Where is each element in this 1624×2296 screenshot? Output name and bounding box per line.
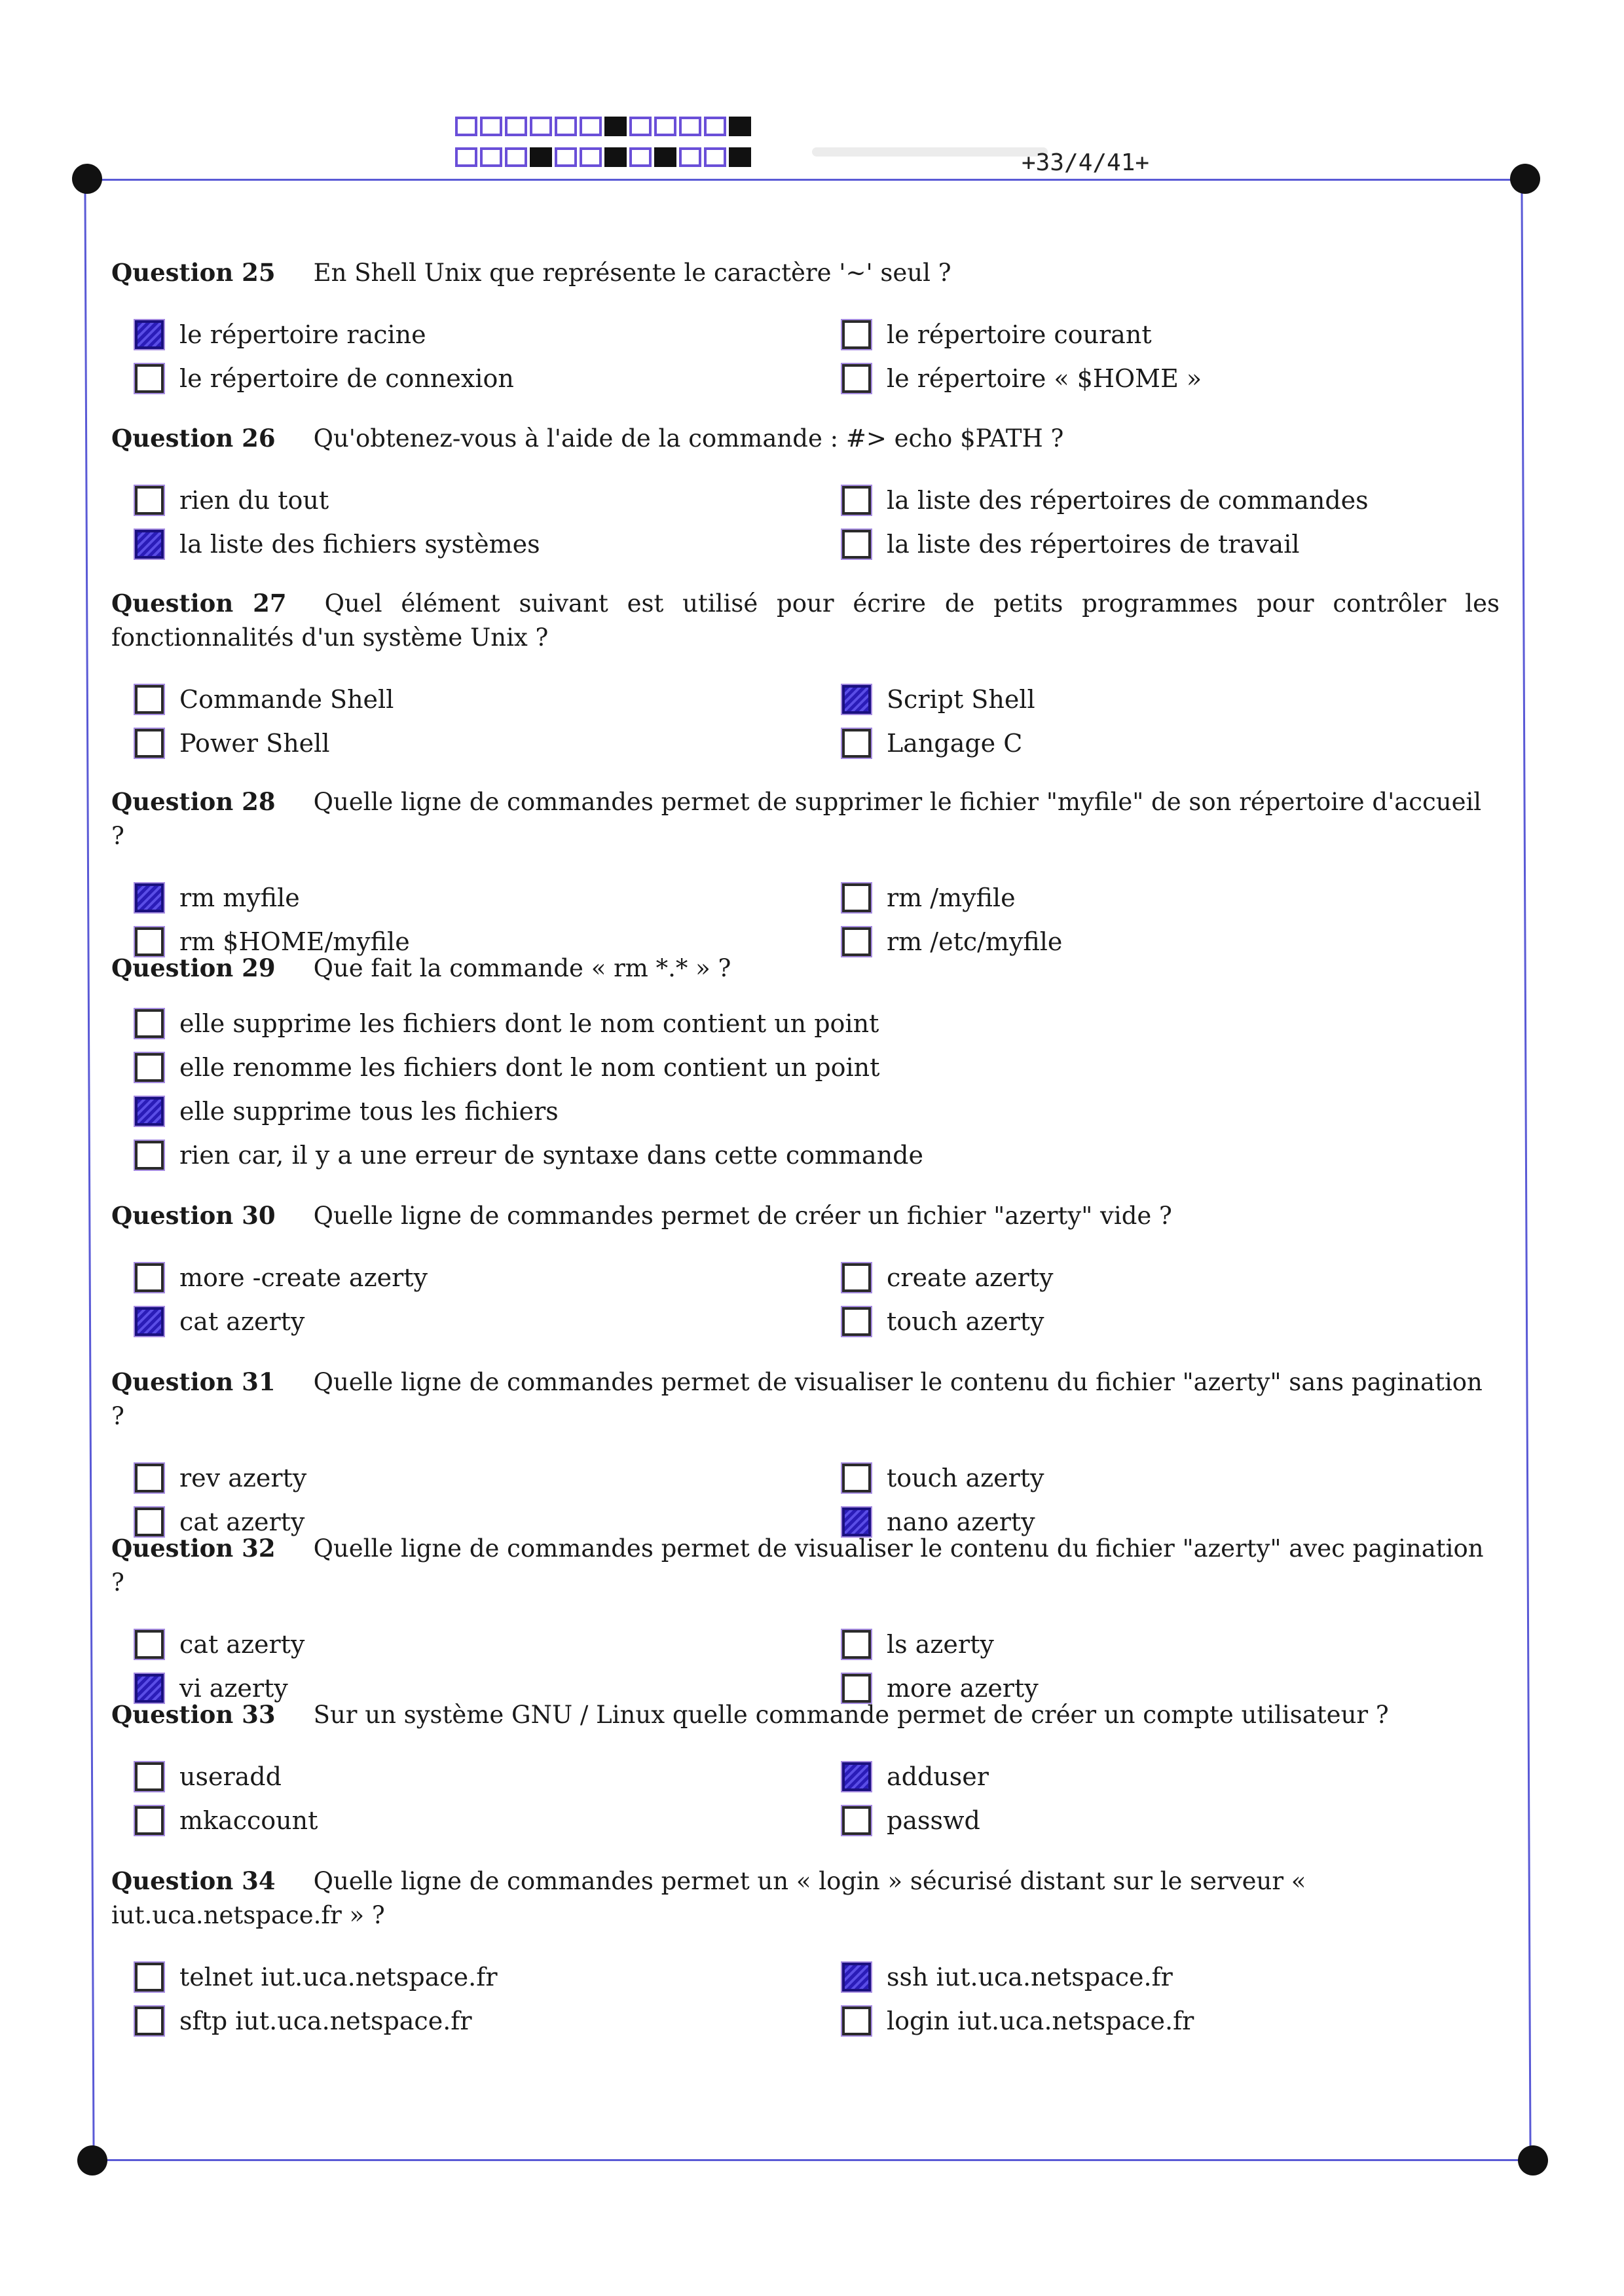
checked-checkbox[interactable]	[135, 320, 164, 349]
question-header	[111, 255, 1500, 290]
choice-label: elle supprime les fichiers dont le nom contient un point	[179, 1009, 879, 1038]
question-block	[111, 586, 1500, 769]
checkbox[interactable]	[135, 1009, 164, 1038]
answer-choice[interactable]	[111, 1005, 879, 1042]
checkbox[interactable]	[842, 883, 871, 912]
corner-marker-top-left	[72, 164, 102, 194]
checked-checkbox[interactable]	[135, 530, 164, 559]
page-id: +33/4/41+	[1022, 149, 1150, 176]
question-text: Quelle ligne de commandes permet de visualiser le contenu du fichier "azerty" sans pagination ?	[111, 1368, 1483, 1430]
checkbox[interactable]	[842, 1630, 871, 1659]
question-text: Qu'obtenez-vous à l'aide de la commande : #> echo $PATH ?	[313, 424, 1064, 453]
code-cell	[480, 117, 502, 136]
question-header	[111, 421, 1500, 456]
choice-label: passwd	[887, 1806, 980, 1835]
choice-label: rev azerty	[179, 1464, 307, 1492]
choice-label: cat azerty	[179, 1508, 305, 1536]
code-cell	[629, 147, 652, 167]
choice-label: cat azerty	[179, 1307, 305, 1336]
answer-choice[interactable]	[111, 880, 300, 916]
answer-choice[interactable]	[111, 1137, 923, 1174]
choice-label: more -create azerty	[179, 1263, 428, 1292]
code-cell	[555, 117, 577, 136]
answer-choice[interactable]	[819, 681, 1035, 718]
answer-choice[interactable]	[111, 526, 540, 563]
code-cell	[679, 117, 701, 136]
choice-label: la liste des fichiers systèmes	[179, 530, 540, 559]
choice-label: rm $HOME/myfile	[179, 927, 410, 956]
question-number: Question 29	[111, 954, 276, 982]
checkbox[interactable]	[135, 1053, 164, 1082]
answer-choice[interactable]	[819, 1259, 1054, 1296]
question-header	[111, 785, 1500, 853]
answer-choice[interactable]	[111, 1626, 304, 1663]
answer-choice[interactable]	[111, 1758, 282, 1795]
checkbox[interactable]	[842, 1464, 871, 1492]
corner-marker-top-right	[1510, 164, 1540, 194]
checkbox[interactable]	[842, 1307, 871, 1336]
question-header	[111, 1697, 1500, 1732]
answer-choice[interactable]	[111, 1093, 559, 1130]
choice-label: Commande Shell	[179, 685, 394, 714]
choice-label: ssh iut.uca.netspace.fr	[887, 1963, 1173, 1991]
corner-marker-bottom-right	[1518, 2145, 1548, 2176]
checked-checkbox[interactable]	[842, 685, 871, 714]
code-cell	[480, 147, 502, 167]
checkbox[interactable]	[135, 729, 164, 758]
choice-label: useradd	[179, 1762, 282, 1791]
question-number: Question 30	[111, 1201, 276, 1230]
choice-label: le répertoire de connexion	[179, 364, 514, 393]
question-block	[111, 1697, 1500, 1846]
choice-label: more azerty	[887, 1674, 1039, 1703]
answer-choice[interactable]	[819, 1802, 980, 1839]
checked-checkbox[interactable]	[842, 1963, 871, 1991]
answer-choice[interactable]	[111, 725, 329, 762]
code-cell	[580, 147, 602, 167]
code-cell	[729, 147, 751, 167]
question-number: Question 27	[111, 589, 287, 618]
question-number: Question 33	[111, 1700, 276, 1729]
choice-list	[111, 1758, 1500, 1846]
question-text: Quelle ligne de commandes permet de visualiser le contenu du fichier "azerty" avec pagination ?	[111, 1534, 1484, 1597]
choice-list	[111, 1005, 1500, 1181]
binary-code-row-1	[455, 117, 754, 136]
question-text: Quelle ligne de commandes permet de créer un fichier "azerty" vide ?	[313, 1202, 1172, 1230]
checkbox[interactable]	[842, 2007, 871, 2035]
choice-label: adduser	[887, 1762, 989, 1791]
question-block	[111, 1365, 1500, 1547]
question-number: Question 25	[111, 258, 276, 287]
question-header	[111, 1864, 1500, 1933]
choice-list	[111, 1959, 1500, 2046]
checkbox[interactable]	[135, 1806, 164, 1835]
choice-label: le répertoire racine	[179, 320, 426, 349]
question-text: En Shell Unix que représente le caractère '~' seul ?	[313, 259, 951, 287]
checkbox[interactable]	[135, 2007, 164, 2035]
answer-choice[interactable]	[111, 681, 394, 718]
choice-list	[111, 316, 1500, 404]
answer-choice[interactable]	[819, 880, 1016, 916]
answer-choice[interactable]	[819, 1758, 989, 1795]
choice-label: elle renomme les fichiers dont le nom contient un point	[179, 1053, 880, 1082]
question-header	[111, 1531, 1500, 1600]
choice-label: telnet iut.uca.netspace.fr	[179, 1963, 498, 1991]
answer-choice[interactable]	[111, 1959, 497, 1995]
answer-choice[interactable]	[819, 360, 1202, 397]
question-text: Sur un système GNU / Linux quelle commande permet de créer un compte utilisateur ?	[313, 1701, 1389, 1729]
answer-choice[interactable]	[111, 1802, 318, 1839]
code-cell	[580, 117, 602, 136]
code-cell	[704, 117, 726, 136]
answer-choice[interactable]	[819, 1626, 994, 1663]
code-cell	[604, 117, 627, 136]
checkbox[interactable]	[135, 1630, 164, 1659]
choice-label: la liste des répertoires de commandes	[887, 486, 1369, 515]
question-number: Question 32	[111, 1534, 276, 1563]
choice-label: rm myfile	[179, 883, 300, 912]
code-cell	[704, 147, 726, 167]
answer-choice[interactable]	[111, 2003, 472, 2039]
checked-checkbox[interactable]	[135, 1097, 164, 1126]
checkbox[interactable]	[842, 729, 871, 758]
code-cell	[455, 147, 477, 167]
answer-choice[interactable]	[819, 1959, 1173, 1995]
checkbox[interactable]	[842, 1263, 871, 1292]
checkbox[interactable]	[842, 530, 871, 559]
choice-list	[111, 681, 1500, 769]
choice-label: sftp iut.uca.netspace.fr	[179, 2007, 472, 2035]
question-header	[111, 1198, 1500, 1233]
checkbox[interactable]	[135, 1263, 164, 1292]
question-block	[111, 1531, 1500, 1714]
choice-label: touch azerty	[887, 1464, 1044, 1492]
code-cell	[505, 117, 527, 136]
code-cell	[505, 147, 527, 167]
choice-label: rm /myfile	[887, 883, 1016, 912]
choice-label: mkaccount	[179, 1806, 318, 1835]
scan-smudge	[812, 147, 1048, 157]
checkbox[interactable]	[135, 1464, 164, 1492]
answer-choice[interactable]	[819, 316, 1152, 353]
choice-label: elle supprime tous les fichiers	[179, 1097, 559, 1126]
question-text: Quelle ligne de commandes permet de supprimer le fichier "myfile" de son répertoire d'accueil ?	[111, 788, 1482, 850]
question-block	[111, 1864, 1500, 2046]
checked-checkbox[interactable]	[842, 1762, 871, 1791]
question-header	[111, 1365, 1500, 1434]
question-number: Question 31	[111, 1367, 276, 1396]
choice-list	[111, 482, 1500, 570]
checkbox[interactable]	[135, 1141, 164, 1170]
answer-choice[interactable]	[111, 1460, 306, 1496]
question-block	[111, 255, 1500, 404]
question-block	[111, 951, 1500, 1181]
choice-label: login iut.uca.netspace.fr	[887, 2007, 1194, 2035]
checked-checkbox[interactable]	[135, 1307, 164, 1336]
answer-choice[interactable]	[111, 1259, 428, 1296]
answer-choice[interactable]	[819, 2003, 1194, 2039]
choice-label: ls azerty	[887, 1630, 994, 1659]
code-cell	[679, 147, 701, 167]
question-block	[111, 1198, 1500, 1347]
answer-choice[interactable]	[111, 316, 426, 353]
answer-choice[interactable]	[111, 482, 329, 519]
question-text: Quel élément suivant est utilisé pour écrire de petits programmes pour contrôler les fonctionnalités d'un système Unix ?	[111, 589, 1500, 652]
checkbox[interactable]	[842, 486, 871, 515]
question-number: Question 34	[111, 1866, 276, 1895]
choice-label: le répertoire courant	[887, 320, 1152, 349]
choice-label: cat azerty	[179, 1630, 305, 1659]
code-cell	[629, 117, 652, 136]
choice-label: vi azerty	[179, 1674, 288, 1703]
checkbox[interactable]	[135, 364, 164, 393]
question-text: Que fait la commande « rm *.* » ?	[313, 954, 731, 982]
question-block	[111, 421, 1500, 570]
choice-label: Script Shell	[887, 685, 1035, 714]
question-text: Quelle ligne de commandes permet un « login » sécurisé distant sur le serveur « iut.uca.netspace.fr » ?	[111, 1867, 1306, 1929]
question-block	[111, 785, 1500, 967]
checked-checkbox[interactable]	[135, 883, 164, 912]
answer-choice[interactable]	[111, 1303, 304, 1340]
choice-label: la liste des répertoires de travail	[887, 530, 1300, 559]
answer-choice[interactable]	[819, 482, 1369, 519]
answer-choice[interactable]	[819, 1460, 1044, 1496]
question-header	[111, 951, 1500, 986]
checkbox[interactable]	[842, 364, 871, 393]
choice-label: Langage C	[887, 729, 1023, 758]
corner-marker-bottom-left	[77, 2145, 107, 2176]
answer-choice[interactable]	[819, 526, 1300, 563]
choice-label: rien car, il y a une erreur de syntaxe dans cette commande	[179, 1141, 923, 1170]
answer-choice[interactable]	[819, 1303, 1044, 1340]
checkbox[interactable]	[135, 685, 164, 714]
checkbox[interactable]	[135, 486, 164, 515]
question-number: Question 26	[111, 424, 276, 453]
code-cell	[729, 117, 751, 136]
code-cell	[530, 147, 552, 167]
binary-code-row-2	[455, 147, 754, 167]
code-cell	[654, 147, 676, 167]
code-cell	[455, 117, 477, 136]
checkbox[interactable]	[135, 1963, 164, 1991]
choice-label: nano azerty	[887, 1508, 1035, 1536]
answer-choice[interactable]	[111, 1049, 879, 1086]
choice-label: rien du tout	[179, 486, 329, 515]
question-number: Question 28	[111, 787, 276, 816]
code-cell	[604, 147, 627, 167]
answer-choice[interactable]	[819, 725, 1022, 762]
answer-choice[interactable]	[111, 360, 514, 397]
code-cell	[530, 117, 552, 136]
choice-label: le répertoire « $HOME »	[887, 364, 1202, 393]
choice-label: Power Shell	[179, 729, 330, 758]
choice-label: create azerty	[887, 1263, 1054, 1292]
choice-label: rm /etc/myfile	[887, 927, 1063, 956]
choice-label: touch azerty	[887, 1307, 1044, 1336]
checkbox[interactable]	[135, 1762, 164, 1791]
checkbox[interactable]	[842, 320, 871, 349]
code-cell	[555, 147, 577, 167]
code-cell	[654, 117, 676, 136]
choice-list	[111, 1259, 1500, 1347]
question-header	[111, 586, 1500, 655]
checkbox[interactable]	[842, 1806, 871, 1835]
